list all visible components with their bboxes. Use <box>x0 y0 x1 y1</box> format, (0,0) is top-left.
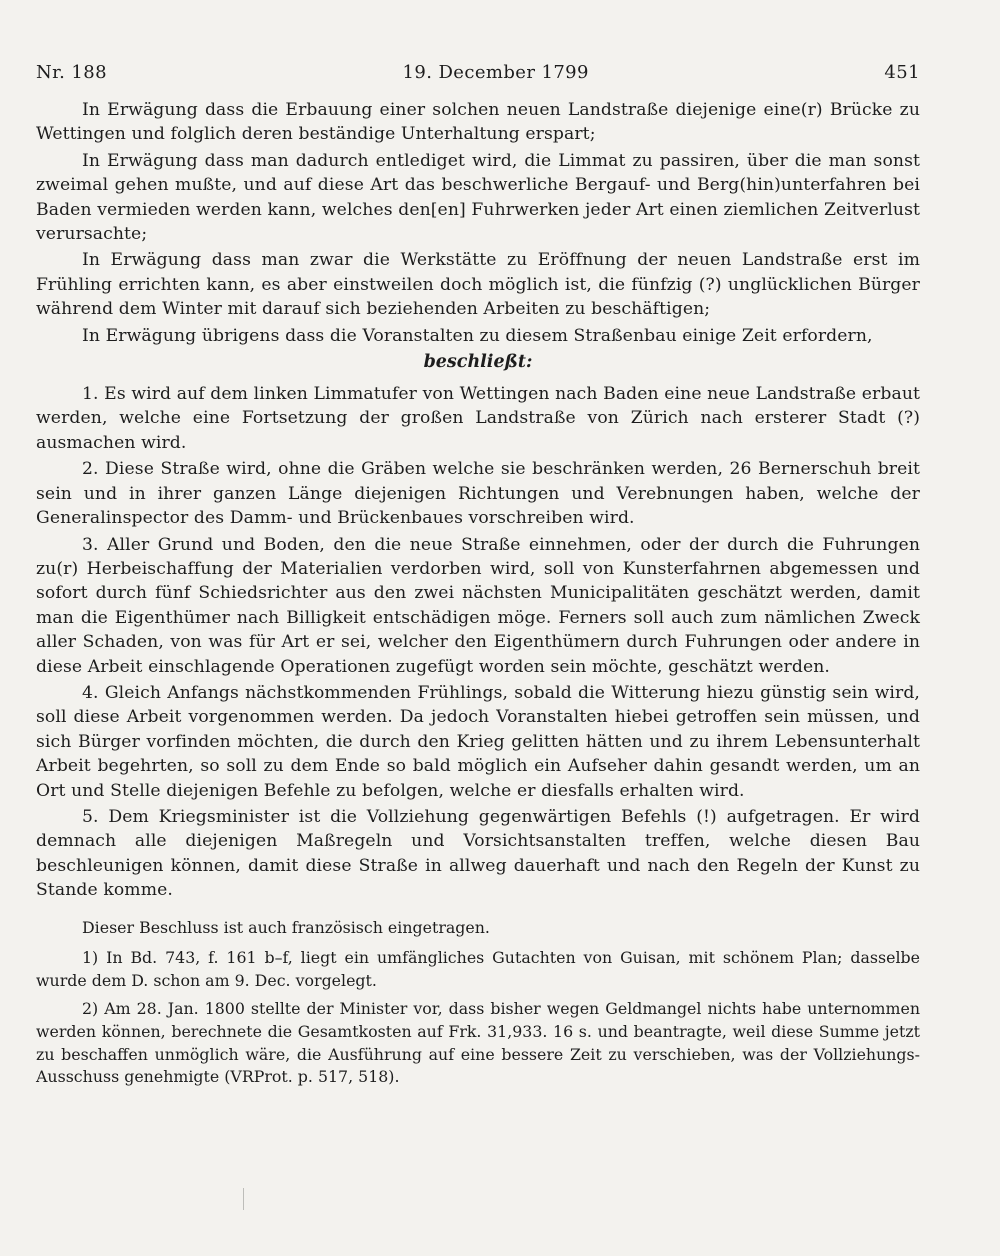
paper-mark <box>243 1188 244 1210</box>
document-page <box>36 62 920 1089</box>
footnote: 2) Am 28. Jan. 1800 stellte der Minister vor, dass bisher wegen Geldmangel nichts habe unternommen werden können, berechnete die Gesamtkosten auf Frk. 31,933. 16 s. und beantragte, weil diese Summe jetzt zu beschaffen unmöglich wäre, die Ausführung auf eine bessere Zeit zu verschieben, was der Vollziehungs-Ausschuss genehmigte (VRProt. p. 517, 518). <box>36 999 920 1087</box>
consideration-paragraph: In Erwägung dass die Erbauung einer solchen neuen Landstraße diejenige eine(r) Brücke zu Wettingen und folglich deren beständige Unterhaltung erspart; <box>36 100 920 145</box>
document-date: 19. December 1799 <box>402 62 589 83</box>
article-paragraph: 1. Es wird auf dem linken Limmatufer von Wettingen nach Baden eine neue Landstraße erbaut werden, welche eine Fortsetzung der großen Landstraße von Zürich nach ersterer Stadt (?) ausmachen wird. <box>36 384 920 453</box>
consideration-paragraph: In Erwägung dass man dadurch entlediget wird, die Limmat zu passiren, über die man sonst zweimal gehen mußte, und auf diese Art das beschwerliche Bergauf- und Berg(hin)unterfahren bei Baden vermieden werden kann, welches den[en] Fuhrwerken jeder Art einen ziemlichen Zeitverlust verursachte; <box>36 150 920 245</box>
page-header <box>36 62 920 88</box>
document-number: Nr. 188 <box>36 62 107 83</box>
footnote: 1) In Bd. 743, f. 161 b–f, liegt ein umfängliches Gutachten von Guisan, mit schönem Plan; dasselbe wurde dem D. schon am 9. Dec. vorgelegt. <box>36 948 920 990</box>
consideration-paragraph: In Erwägung dass man zwar die Werkstätte zu Eröffnung der neuen Landstraße erst im Frühling errichten kann, es aber einstweilen doch möglich ist, die fünfzig (?) unglücklichen Bürger während dem Winter mit darauf sich beziehenden Arbeiten zu beschäftigen; <box>36 250 920 320</box>
footnotes <box>36 917 920 1089</box>
article-paragraph: 5. Dem Kriegsminister ist die Vollziehung gegenwärtigen Befehls (!) aufgetragen. Er wird demnach alle diejenigen Maßregeln und Vorsichtsanstalten treffen, welche diesen Bau beschleunigen können, damit diese Straße in allweg dauerhaft und nach den Regeln der Kunst zu Stande komme. <box>36 806 920 901</box>
article-paragraph: 2. Diese Straße wird, ohne die Gräben welche sie beschränken werden, 26 Bernerschuh breit sein und in ihrer ganzen Länge diejenigen Richtungen und Verebnungen haben, welche der Generalinspector des Damm- und Brückenbaues vorschreiben wird. <box>36 459 920 529</box>
article-paragraph: 4. Gleich Anfangs nächstkommenden Frühlings, sobald die Witterung hiezu günstig sein wird, soll diese Arbeit vorgenommen werden. Da jedoch Voranstalten hiebei getroffen sein müssen, und sich Bürger vorfinden möchten, die durch den Krieg gelitten hätten und zu ihrem Lebensunterhalt Arbeit begehrten, so soll zu dem Ende so bald möglich ein Aufseher dahin gesandt werden, um an Ort und Stelle diejenigen Befehle zu befolgen, welche er diesfalls erhalten wird. <box>36 682 920 801</box>
decision-heading: beschließt: <box>423 352 533 373</box>
decree-body <box>36 98 920 903</box>
article-paragraph: 3. Aller Grund und Boden, den die neue Straße einnehmen, oder der durch die Fuhrungen zu(r) Herbeischaffung der Materialien verdorben wird, soll von Kunsterfahrnen abgemessen und sofort durch fünf Schiedsrichter aus den zwei nächsten Municipalitäten geschätzt werden, damit man die Eigenthümer nach Billigkeit entschädigen möge. Ferners soll auch zum nämlichen Zweck aller Schaden, von was für Art er sei, welcher den Eigenthümern durch Fuhrungen oder andere in diese Arbeit einschlagende Operationen zugefügt worden sein möchte, geschätzt werden. <box>36 534 920 677</box>
page-number: 451 <box>884 62 920 83</box>
footnote-intro: Dieser Beschluss ist auch französisch eingetragen. <box>82 917 490 937</box>
consideration-paragraph: In Erwägung übrigens dass die Voranstalten zu diesem Straßenbau einige Zeit erfordern, <box>82 325 873 346</box>
